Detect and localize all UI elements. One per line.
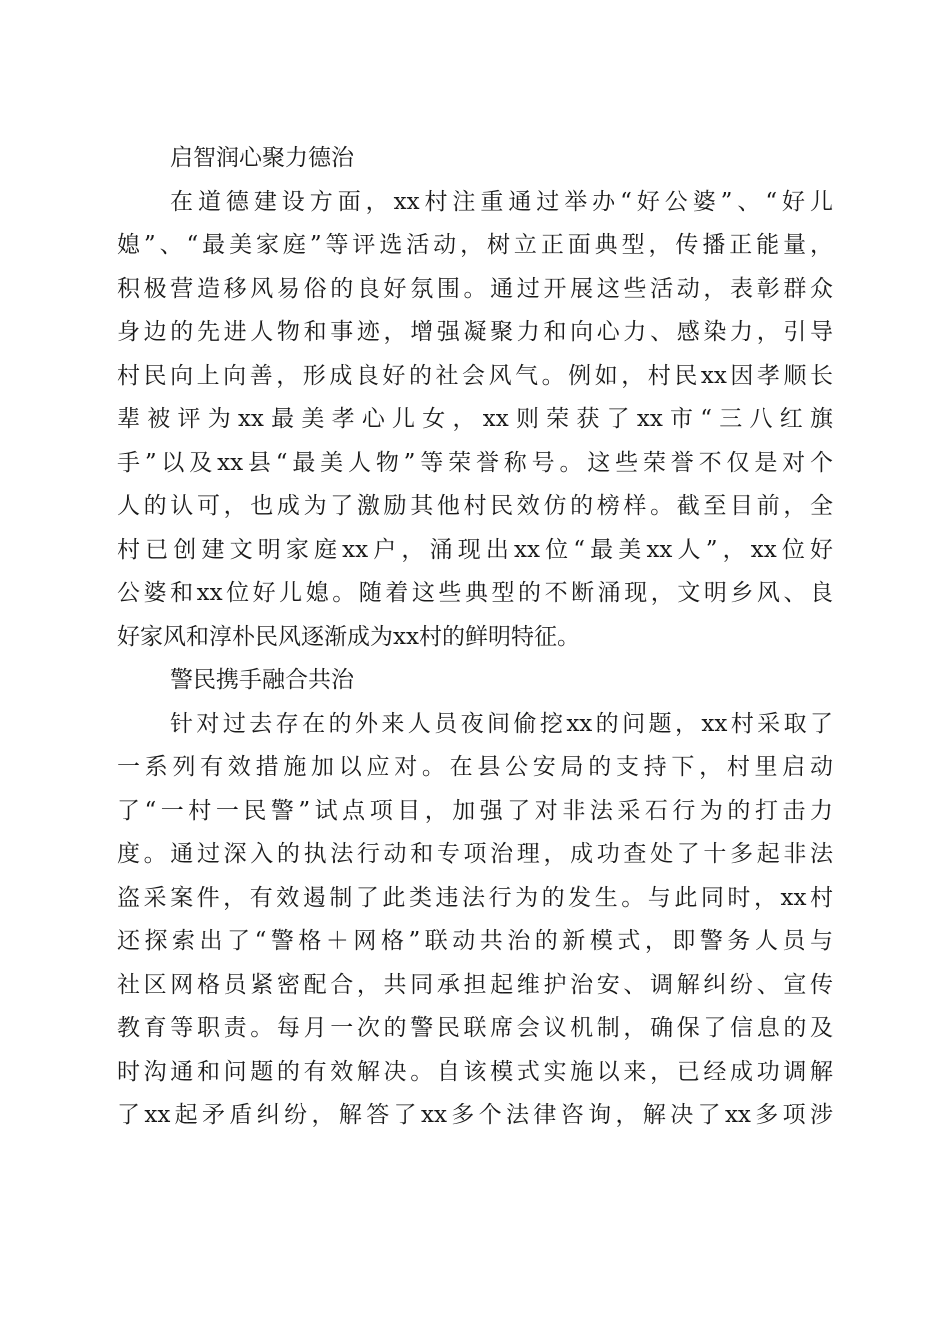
section-paragraph [117,181,833,660]
paragraph-line: 了“一村一民警”试点项目，加强了对非法采石行为的打击力 [117,797,833,824]
paragraph-line: 在道德建设方面，xx村注重通过举办“好公婆”、“好儿 [170,188,833,215]
paragraph-line: 针对过去存在的外来人员夜间偷挖xx的问题，xx村采取了 [170,710,833,737]
paragraph-line: 教育等职责。每月一次的警民联席会议机制，确保了信息的及 [117,1015,833,1041]
paragraph-line: 社区网格员紧密配合，共同承担起维护治安、调解纠纷、宣传 [117,971,833,998]
paragraph-line: 辈被评为xx最美孝心儿女，xx则荣获了xx市“三八红旗 [117,406,833,432]
paragraph-line: 村民向上向善，形成良好的社会风气。例如，村民xx因孝顺长 [117,362,833,389]
paragraph-line: 一系列有效措施加以应对。在县公安局的支持下，村里启动 [117,754,833,780]
paragraph-line: 身边的先进人物和事迹，增强凝聚力和向心力、感染力，引导 [117,319,833,345]
section-moral-governance [117,137,833,659]
section-police-cooperation [117,659,833,1138]
paragraph-line: 积极营造移风易俗的良好氛围。通过开展这些活动，表彰群众 [117,275,833,302]
paragraph-line: 还探索出了“警格＋网格”联动共治的新模式，即警务人员与 [117,928,833,954]
paragraph-line: 了xx起矛盾纠纷，解答了xx多个法律咨询，解决了xx多项涉 [117,1102,833,1128]
paragraph-line: 公婆和xx位好儿媳。随着这些典型的不断涌现，文明乡风、良 [117,580,833,606]
paragraph-line: 好家风和淳朴民风逐渐成为xx村的鲜明特征。 [117,623,580,650]
paragraph-line: 时沟通和问题的有效解决。自该模式实施以来，已经成功调解 [117,1058,833,1085]
section-heading: 启智润心聚力德治 [170,145,354,171]
paragraph-line: 媳”、“最美家庭”等评选活动，树立正面典型，传播正能量， [117,232,833,258]
paragraph-line: 人的认可，也成为了激励其他村民效仿的榜样。截至目前，全 [117,493,833,519]
document-body [117,137,833,1138]
paragraph-line: 村已创建文明家庭xx户，涌现出xx位“最美xx人”，xx位好 [117,536,833,563]
paragraph-line: 手”以及xx县“最美人物”等荣誉称号。这些荣誉不仅是对个 [117,449,833,476]
section-paragraph [117,703,833,1138]
paragraph-line: 盗采案件，有效遏制了此类违法行为的发生。与此同时，xx村 [117,884,833,911]
paragraph-line: 度。通过深入的执法行动和专项治理，成功查处了十多起非法 [117,841,833,867]
section-heading: 警民携手融合共治 [170,667,354,693]
